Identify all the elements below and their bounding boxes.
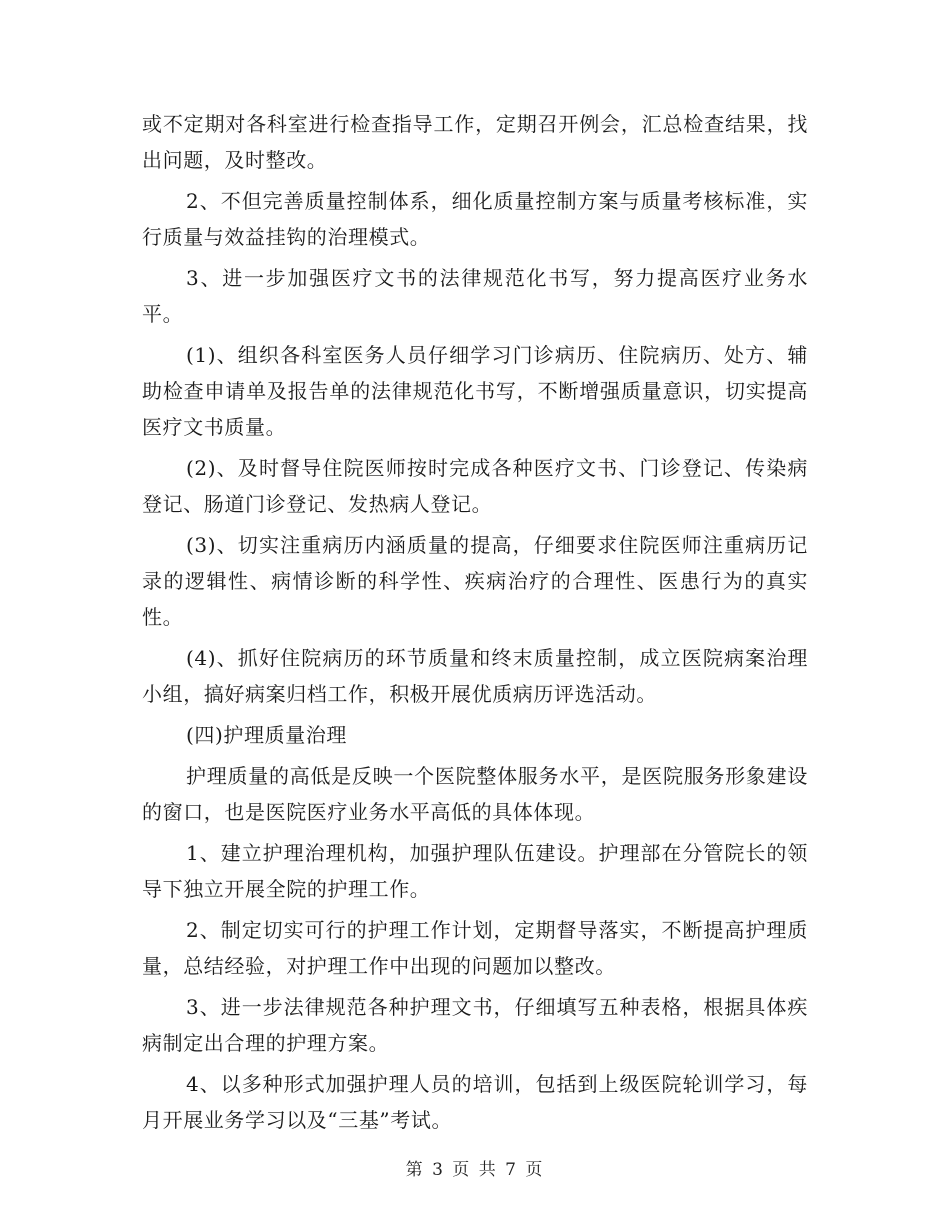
page-number-footer: 第 3 页 共 7 页 bbox=[405, 1160, 545, 1180]
paragraph: 3、进一步法律规范各种护理文书，仔细填写五种表格，根据具体疾病制定出合理的护理方案。 bbox=[142, 995, 808, 1055]
paragraph: 或不定期对各科室进行检查指导工作，定期召开例会，汇总检查结果，找出问题，及时整改。 bbox=[142, 112, 808, 172]
paragraph: (1)、组织各科室医务人员仔细学习门诊病历、住院病历、处方、辅助检查申请单及报告单的法律规范化书写，不断增强质量意识，切实提高医疗文书质量。 bbox=[142, 343, 808, 439]
paragraph: (3)、切实注重病历内涵质量的提高，仔细要求住院医师注重病历记录的逻辑性、病情诊断的科学性、疾病治疗的合理性、医患行为的真实性。 bbox=[142, 533, 808, 629]
document-body bbox=[142, 106, 808, 1143]
paragraph: 护理质量的高低是反映一个医院整体服务水平，是医院服务形象建设的窗口，也是医院医疗业务水平高低的具体体现。 bbox=[142, 764, 808, 824]
paragraph: 2、制定切实可行的护理工作计划，定期督导落实，不断提高护理质量，总结经验，对护理工作中出现的问题加以整改。 bbox=[142, 918, 808, 978]
paragraph: 2、不但完善质量控制体系，细化质量控制方案与质量考核标准，实行质量与效益挂钩的治理模式。 bbox=[142, 189, 808, 249]
paragraph: (4)、抓好住院病历的环节质量和终末质量控制，成立医院病案治理小组，搞好病案归档工作，积极开展优质病历评选活动。 bbox=[142, 646, 808, 706]
section-heading: (四)护理质量治理 bbox=[186, 723, 348, 747]
paragraph: (2)、及时督导住院医师按时完成各种医疗文书、门诊登记、传染病登记、肠道门诊登记、发热病人登记。 bbox=[142, 456, 808, 516]
paragraph: 4、以多种形式加强护理人员的培训，包括到上级医院轮训学习，每月开展业务学习以及“三基”考试。 bbox=[142, 1072, 808, 1132]
paragraph: 1、建立护理治理机构，加强护理队伍建设。护理部在分管院长的领导下独立开展全院的护理工作。 bbox=[142, 841, 808, 901]
paragraph: 3、进一步加强医疗文书的法律规范化书写，努力提高医疗业务水平。 bbox=[142, 266, 808, 326]
